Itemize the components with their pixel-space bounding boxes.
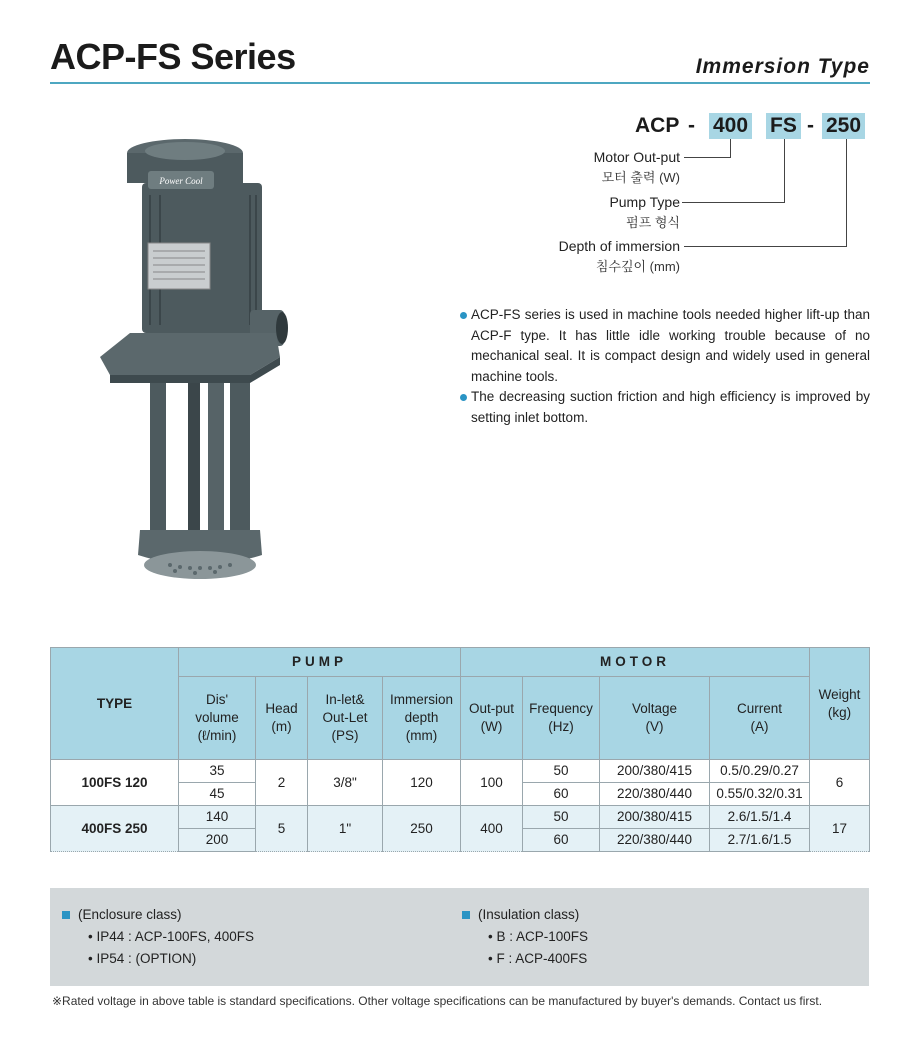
footnote: ※Rated voltage in above table is standard specifications. Other voltage specifications can be manufactured by buyer's demands. Contact us first. (52, 994, 823, 1008)
table-row (51, 760, 870, 783)
mounting-flange (100, 333, 280, 375)
spec-table (50, 647, 870, 852)
cell-immersion: 120 (383, 760, 461, 806)
header-output: Out-put (W) (461, 677, 523, 760)
cell-voltage: 200/380/415 (600, 806, 710, 829)
cell-output: 100 (461, 760, 523, 806)
header-weight: Weight (kg) (810, 648, 870, 760)
cell-volume: 35 (179, 760, 256, 783)
cell-voltage: 220/380/440 (600, 783, 710, 806)
cell-volume: 45 (179, 783, 256, 806)
header-frequency: Frequency (Hz) (523, 677, 600, 760)
pump-leg-right (208, 383, 224, 543)
description-item: ACP-FS series is used in machine tools needed higher lift-up than ACP-F type. It has little idle working trouble because of no mechanical seal. It is compact design and widely used in general machine tools. (460, 305, 870, 387)
rating-plate (148, 243, 210, 289)
model-code-motor: 400 (709, 113, 752, 139)
cell-inlet: 1" (308, 806, 383, 852)
cell-head: 2 (256, 760, 308, 806)
connector-line (682, 202, 784, 203)
outlet-opening (276, 312, 288, 344)
note-item: • B : ACP-100FS (488, 929, 589, 944)
connector-line (784, 139, 785, 203)
strainer (144, 551, 256, 579)
cell-volume: 200 (179, 829, 256, 852)
note-item: • IP44 : ACP-100FS, 400FS (88, 929, 255, 944)
pump-leg-left (150, 383, 166, 543)
label-pump-type: Pump Type (609, 194, 680, 210)
insulation-class-note: (Insulation class) • B : ACP-100FS • F : ACP-400FS (462, 904, 588, 970)
cell-weight: 17 (810, 806, 870, 852)
cell-immersion: 250 (383, 806, 461, 852)
model-code-pump: FS (766, 113, 801, 139)
label-depth-ko: 침수깊이 (mm) (595, 259, 680, 274)
model-code-dash: - (688, 114, 695, 137)
connector-line (684, 246, 846, 247)
label-depth: Depth of immersion (558, 238, 680, 254)
header-immersion: Immersion depth (mm) (383, 677, 461, 760)
description-item: The decreasing suction friction and high efficiency is improved by setting inlet bottom. (460, 387, 870, 428)
model-code-depth: 250 (822, 113, 865, 139)
cell-type: 100FS 120 (51, 760, 179, 806)
cell-frequency: 60 (523, 829, 600, 852)
header-voltage: Voltage (V) (600, 677, 710, 760)
header-pump: PUMP (179, 648, 461, 677)
cell-frequency: 50 (523, 806, 600, 829)
notes-box (50, 888, 869, 986)
pump-leg-rear (230, 383, 250, 543)
cell-voltage: 220/380/440 (600, 829, 710, 852)
cell-current: 2.7/1.6/1.5 (710, 829, 810, 852)
cell-current: 0.55/0.32/0.31 (710, 783, 810, 806)
bullet-icon (460, 394, 467, 401)
header-inlet: In-let& Out-Let (PS) (308, 677, 383, 760)
note-item: • IP54 : (OPTION) (88, 951, 197, 966)
enclosure-class-note: (Enclosure class) • IP44 : ACP-100FS, 400FS • IP54 : (OPTION) (62, 904, 254, 970)
cell-current: 2.6/1.5/1.4 (710, 806, 810, 829)
square-bullet-icon (62, 911, 70, 919)
header-head: Head (m) (256, 677, 308, 760)
header-type: TYPE (51, 648, 179, 760)
bullet-icon (460, 312, 467, 319)
label-motor-output-ko: 모터 출력 (W) (601, 170, 680, 185)
cell-current: 0.5/0.29/0.27 (710, 760, 810, 783)
cell-head: 5 (256, 806, 308, 852)
cell-frequency: 50 (523, 760, 600, 783)
connector-line (684, 157, 730, 158)
connector-line (730, 139, 731, 158)
header-motor: MOTOR (461, 648, 810, 677)
cell-type: 400FS 250 (51, 806, 179, 852)
connector-line (846, 139, 847, 247)
table-row (51, 806, 870, 829)
label-motor-output: Motor Out-put (593, 149, 680, 165)
square-bullet-icon (462, 911, 470, 919)
cell-volume: 140 (179, 806, 256, 829)
note-item: • F : ACP-400FS (488, 951, 588, 966)
model-code-dash: - (807, 114, 814, 137)
cell-inlet: 3/8" (308, 760, 383, 806)
product-description (460, 305, 870, 428)
model-code-prefix: ACP (635, 114, 680, 137)
page-subtitle: Immersion Type (695, 55, 870, 78)
header-divider (50, 82, 870, 84)
pump-product-image (90, 125, 300, 595)
cell-weight: 6 (810, 760, 870, 806)
page-title: ACP-FS Series (50, 36, 296, 77)
cell-frequency: 60 (523, 783, 600, 806)
cell-output: 400 (461, 806, 523, 852)
label-pump-type-ko: 펌프 형식 (626, 215, 680, 230)
motor-fan-cover (145, 142, 225, 160)
header-current: Current (A) (710, 677, 810, 760)
cell-voltage: 200/380/415 (600, 760, 710, 783)
pump-leg-center (188, 383, 200, 533)
brand-label: Power Cool (159, 176, 203, 186)
header-volume: Dis' volume (ℓ/min) (179, 677, 256, 760)
